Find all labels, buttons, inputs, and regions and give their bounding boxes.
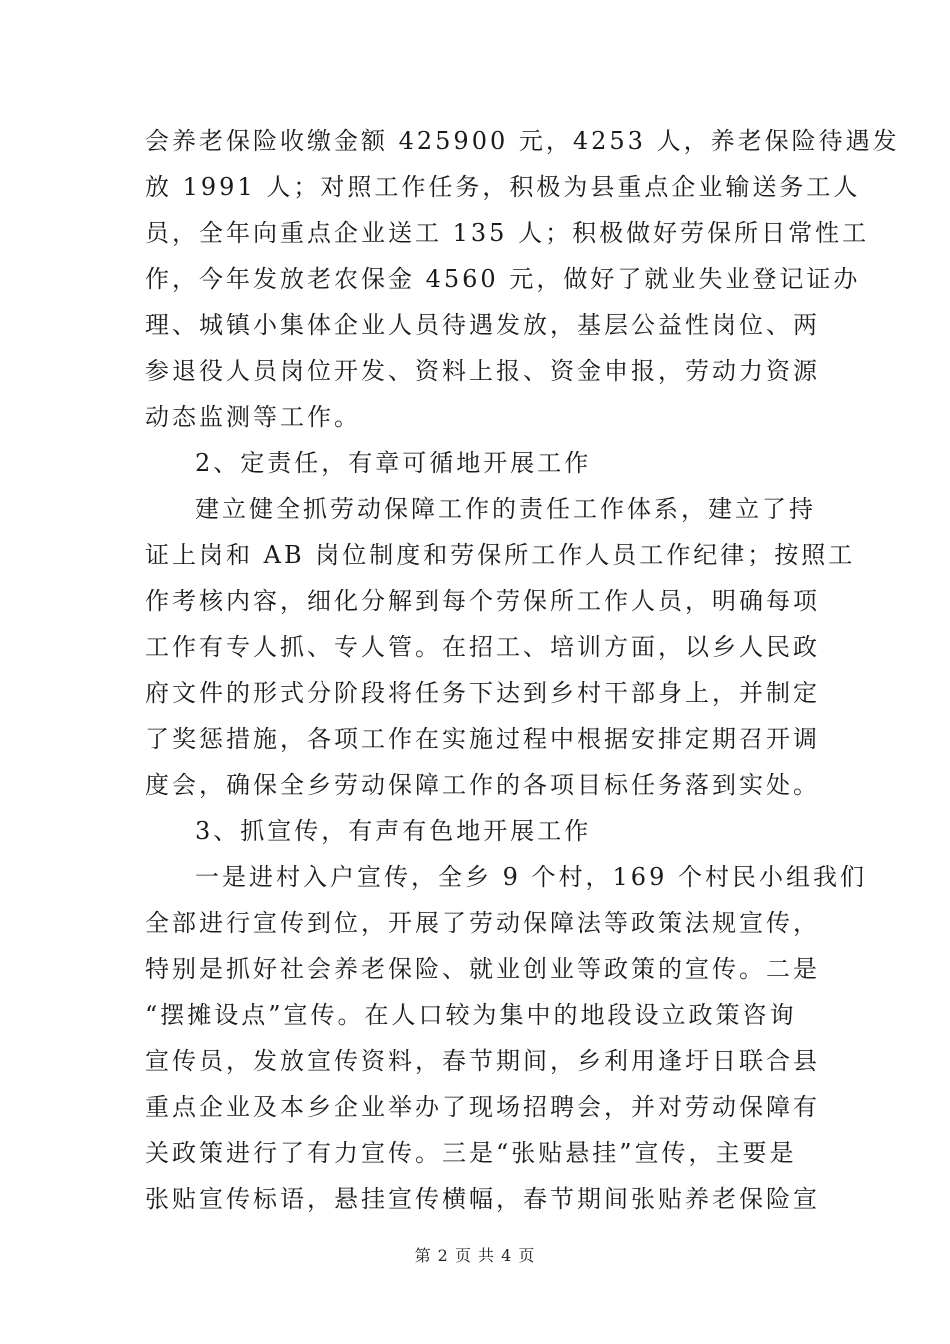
text-line: 府文件的形式分阶段将任务下达到乡村干部身上，并制定: [145, 679, 820, 707]
text-line: 了奖惩措施，各项工作在实施过程中根据安排定期召开调: [145, 725, 820, 753]
text-line: 作，今年发放老农保金 4560 元，做好了就业失业登记证办: [145, 265, 861, 293]
text-line: 关政策进行了有力宣传。三是“张贴悬挂”宣传，主要是: [145, 1139, 797, 1167]
text-line: 参退役人员岗位开发、资料上报、资金申报，劳动力资源: [145, 357, 820, 385]
text-line: 放 1991 人；对照工作任务，积极为县重点企业输送务工人: [145, 173, 861, 201]
text-line: “摆摊设点”宣传。在人口较为集中的地段设立政策咨询: [145, 1001, 797, 1029]
body-text: [145, 118, 900, 1222]
text-line: 宣传员，发放宣传资料，春节期间，乡利用逢圩日联合县: [145, 1047, 820, 1075]
text-line: 理、城镇小集体企业人员待遇发放，基层公益性岗位、两: [145, 311, 820, 339]
text-line: 建立健全抓劳动保障工作的责任工作体系，建立了持: [195, 495, 816, 523]
text-line: 会养老保险收缴金额 425900 元，4253 人，养老保险待遇发: [145, 127, 900, 155]
text-line: 动态监测等工作。: [145, 403, 361, 431]
page-footer: 第 2 页 共 4 页: [414, 1246, 536, 1265]
section-heading-2: 2、定责任，有章可循地开展工作: [195, 449, 592, 477]
text-line: 作考核内容，细化分解到每个劳保所工作人员，明确每项: [145, 587, 820, 615]
text-line: 一是进村入户宣传，全乡 9 个村，169 个村民小组我们: [195, 863, 867, 891]
text-line: 度会，确保全乡劳动保障工作的各项目标任务落到实处。: [145, 771, 820, 799]
text-line: 员，全年向重点企业送工 135 人；积极做好劳保所日常性工: [145, 219, 870, 247]
section-heading-3: 3、抓宣传，有声有色地开展工作: [195, 817, 592, 845]
text-line: 张贴宣传标语，悬挂宣传横幅，春节期间张贴养老保险宣: [145, 1185, 820, 1213]
text-line: 工作有专人抓、专人管。在招工、培训方面，以乡人民政: [145, 633, 820, 661]
text-line: 特别是抓好社会养老保险、就业创业等政策的宣传。二是: [145, 955, 820, 983]
text-line: 全部进行宣传到位，开展了劳动保障法等政策法规宣传，: [145, 909, 820, 937]
text-line: 证上岗和 AB 岗位制度和劳保所工作人员工作纪律；按照工: [145, 541, 856, 569]
text-line: 重点企业及本乡企业举办了现场招聘会，并对劳动保障有: [145, 1093, 820, 1121]
